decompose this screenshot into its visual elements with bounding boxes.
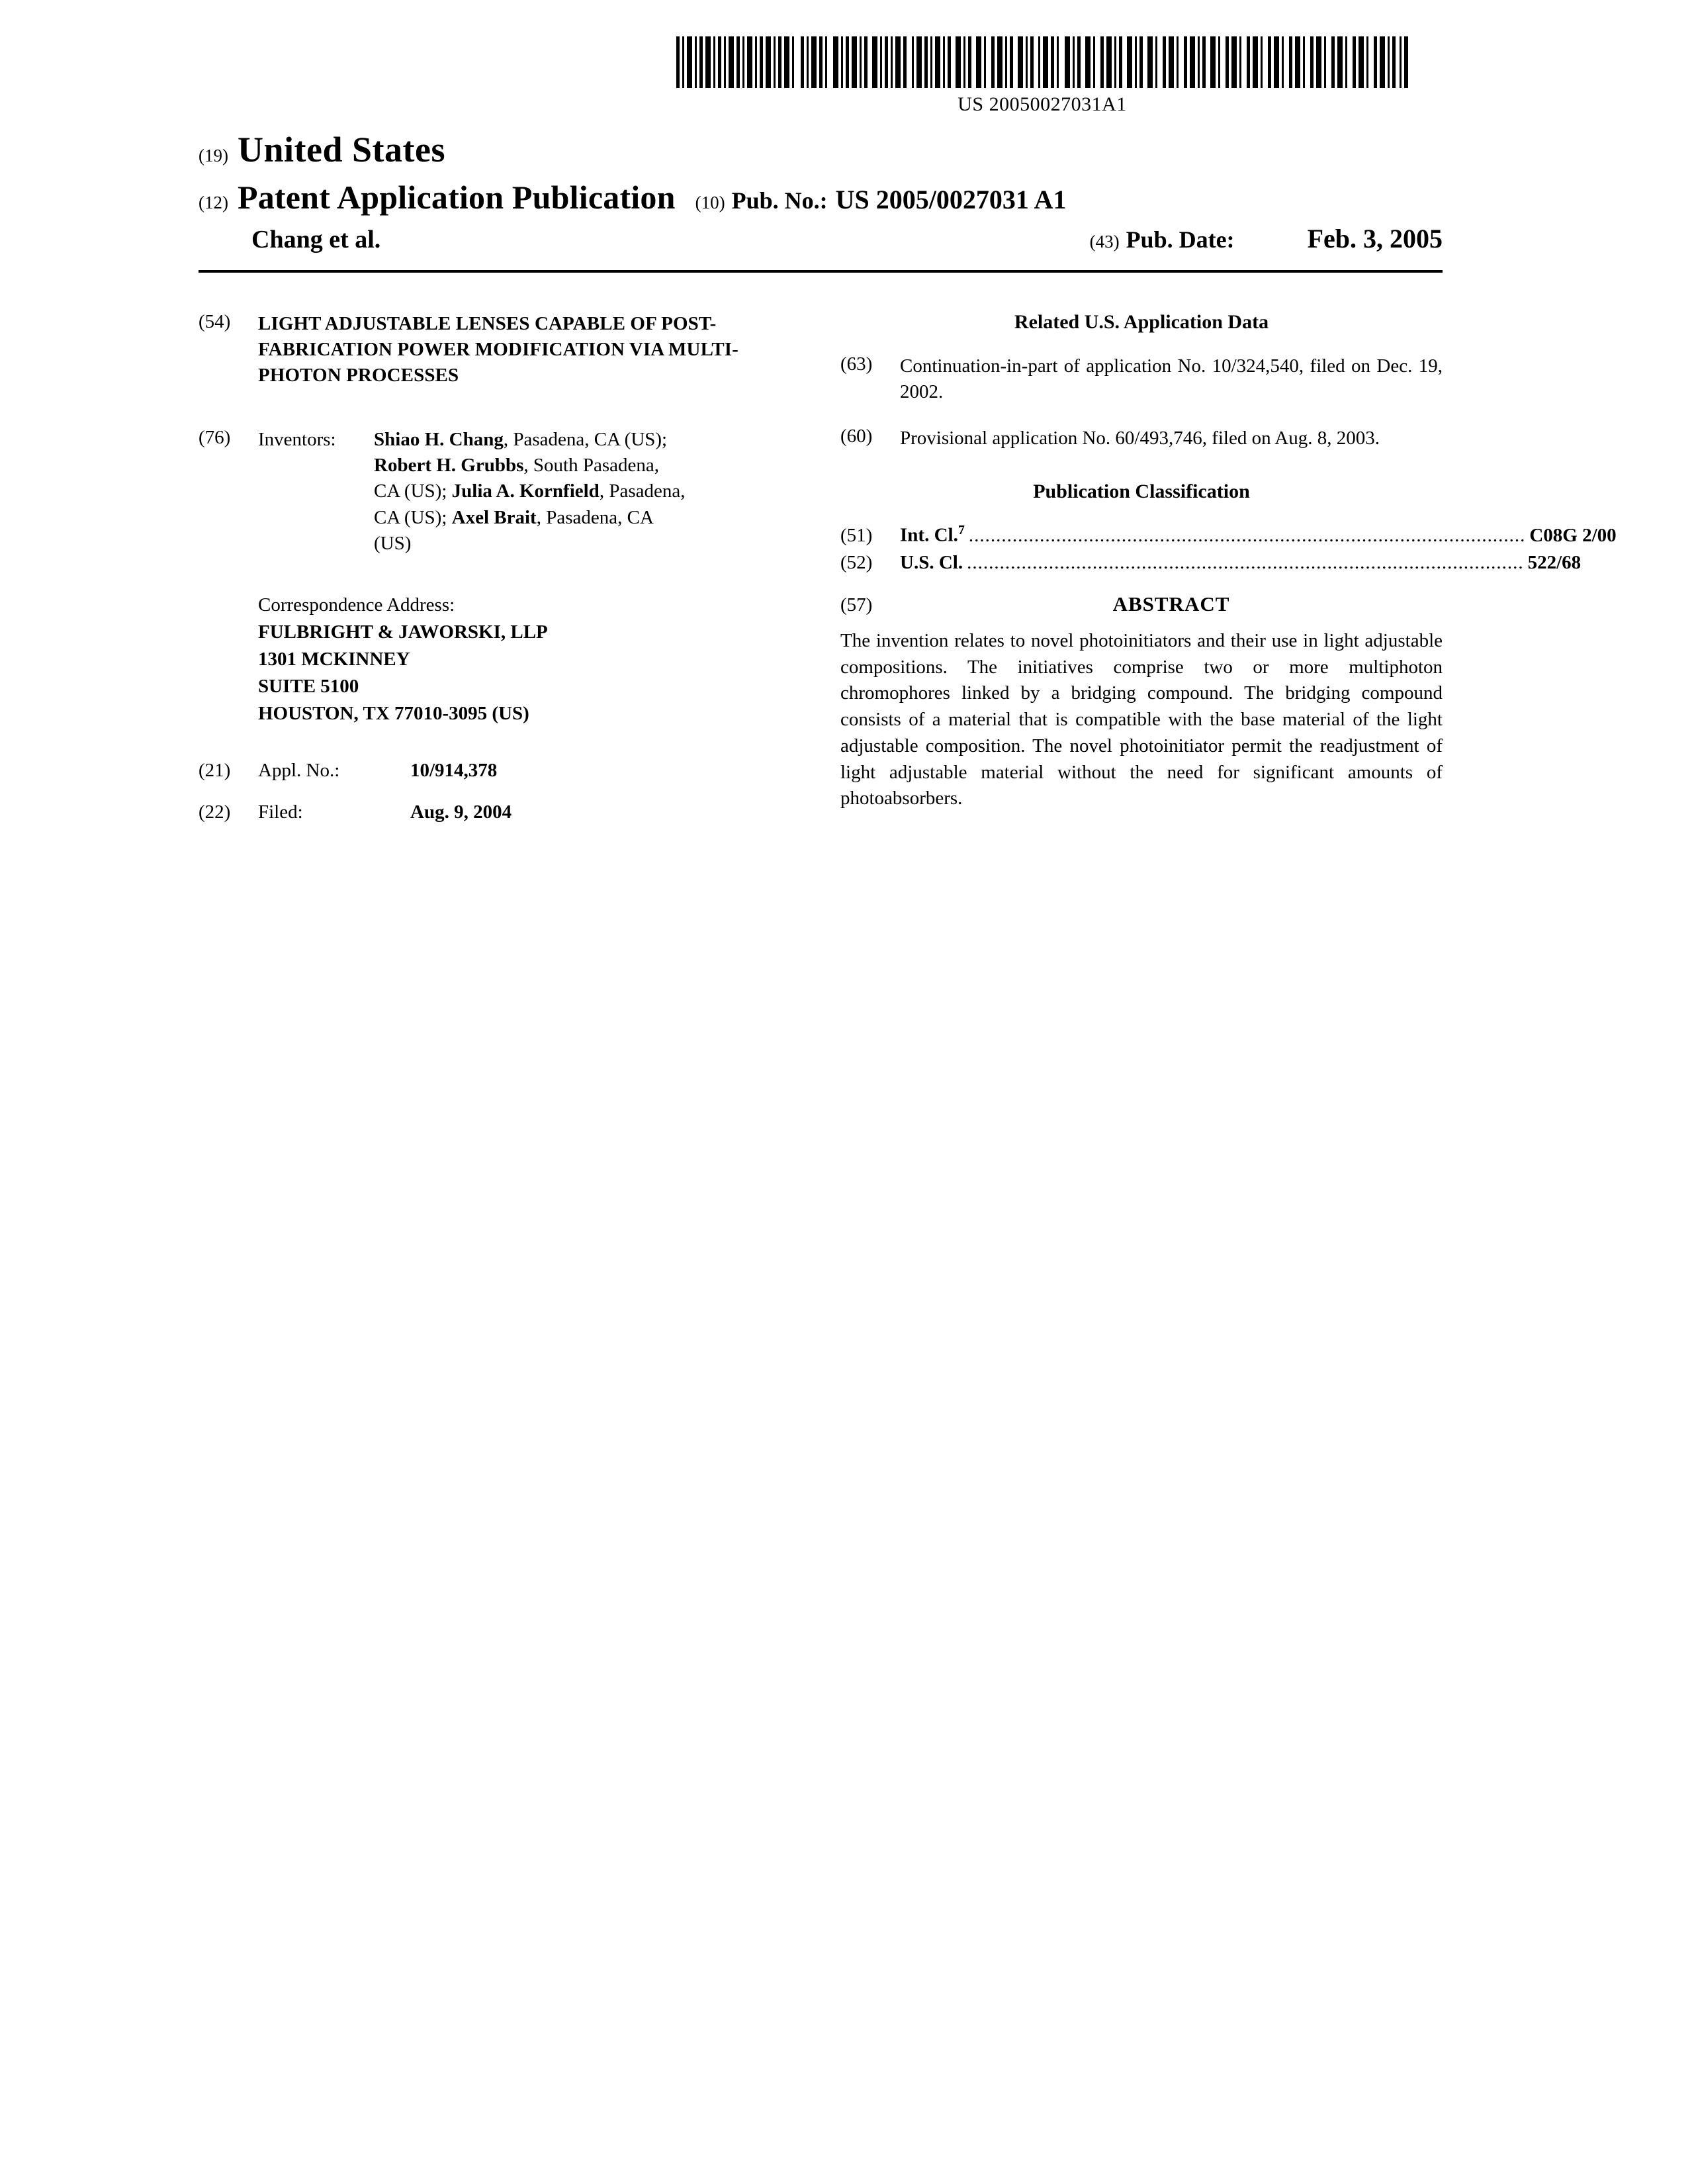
inventors-group xyxy=(258,427,787,557)
abstract-heading-row xyxy=(840,592,1443,616)
correspondence-line-2: 1301 MCKINNEY xyxy=(258,649,410,670)
tag-51: (51) xyxy=(840,524,873,546)
publication-date-group xyxy=(1090,223,1443,254)
abstract-text: The invention relates to novel photoinitiators and their use in light adjustable compositions. The initiatives comprise two or more multiphoton chromophores linked by a bridging compound. The bridging compound consists of a material that is compatible with the base material of the light adjustable composition. The novel photoinitiator permit the readjustment of light adjustable material without the need for significant amounts of photoabsorbers. xyxy=(840,629,1443,809)
tag-52: (52) xyxy=(840,551,873,573)
correspondence-label: Correspondence Address: xyxy=(258,594,455,615)
barcode-icon xyxy=(675,36,1409,88)
int-cl-line xyxy=(840,523,1617,547)
tag-12: (12) xyxy=(199,193,228,212)
publication-number-label: Pub. No.: xyxy=(731,187,828,214)
invention-title: LIGHT ADJUSTABLE LENSES CAPABLE OF POST-FABRICATION POWER MODIFICATION VIA MULTI-PHOTON PROCESSES xyxy=(258,313,738,386)
filed-date-value: Aug. 9, 2004 xyxy=(410,801,512,823)
tag-76: (76) xyxy=(199,426,231,448)
correspondence-address xyxy=(258,592,787,728)
application-number-label: Appl. No.: xyxy=(258,759,340,781)
abstract-heading: ABSTRACT xyxy=(1112,592,1230,615)
tag-54: (54) xyxy=(199,311,231,332)
header-row-country xyxy=(199,129,1443,170)
tag-60: (60) xyxy=(840,425,873,447)
barcode-block xyxy=(675,36,1409,116)
us-cl-dots: ...................................................................................................... xyxy=(967,551,1524,573)
abstract-heading-wrap xyxy=(900,592,1443,616)
tag-63: (63) xyxy=(840,353,873,375)
tag-43: (43) xyxy=(1089,232,1120,251)
correspondence-line-4: HOUSTON, TX 77010-3095 (US) xyxy=(258,703,529,725)
publication-number-group xyxy=(695,184,1067,215)
inventors-entry xyxy=(199,427,787,557)
int-cl-label xyxy=(900,523,965,547)
tag-19: (19) xyxy=(199,146,228,165)
left-column xyxy=(199,311,787,843)
right-column xyxy=(840,311,1617,812)
int-cl-edition: 7 xyxy=(958,523,965,538)
tag-21: (21) xyxy=(199,759,231,781)
us-cl-value: 522/68 xyxy=(1527,551,1582,573)
filed-date-label: Filed: xyxy=(258,801,303,823)
inventors-label: Inventors: xyxy=(258,428,336,450)
publication-date-label: Pub. Date: xyxy=(1126,226,1235,253)
document-header xyxy=(199,129,1443,254)
publication-classification-heading: Publication Classification xyxy=(1033,480,1250,503)
us-cl-label: U.S. Cl. xyxy=(900,551,963,573)
publication-date-value: Feb. 3, 2005 xyxy=(1307,224,1443,253)
int-cl-dots: ...................................................................................................... xyxy=(968,524,1526,546)
tag-10: (10) xyxy=(695,193,725,212)
correspondence-line-1: FULBRIGHT & JAWORSKI, LLP xyxy=(258,621,548,643)
related-application-60-text: Provisional application No. 60/493,746, filed on Aug. 8, 2003. xyxy=(900,427,1380,449)
document-type: Patent Application Publication xyxy=(237,179,676,216)
barcode-number: US 20050027031A1 xyxy=(958,93,1127,115)
application-number-value: 10/914,378 xyxy=(410,759,498,781)
tag-57: (57) xyxy=(840,594,873,615)
int-cl-value: C08G 2/00 xyxy=(1529,524,1617,546)
publication-number-value: US 2005/0027031 A1 xyxy=(835,185,1067,214)
tag-22: (22) xyxy=(199,801,231,823)
us-cl-line xyxy=(840,551,1582,574)
country-name: United States xyxy=(237,130,445,169)
header-row-author xyxy=(199,223,1443,254)
related-application-63 xyxy=(840,353,1443,406)
inventors-names: Shiao H. Chang, Pasadena, CA (US); Robert H. Grubbs, South Pasadena, CA (US); Julia A. Kornfield, Pasadena, CA (US); Axel Brait, Pasadena, CA (US) xyxy=(374,428,686,555)
related-application-63-text: Continuation-in-part of application No. 10/324,540, filed on Dec. 19, 2002. xyxy=(900,355,1443,403)
int-cl-label-text: Int. Cl. xyxy=(900,524,958,546)
related-application-60 xyxy=(840,426,1443,451)
title-entry xyxy=(199,311,787,388)
filed-date-entry xyxy=(199,801,787,823)
related-application-data-heading: Related U.S. Application Data xyxy=(1014,311,1269,333)
header-divider xyxy=(199,270,1443,273)
correspondence-line-3: SUITE 5100 xyxy=(258,676,359,698)
header-row-doctype xyxy=(199,178,1443,216)
author-name: Chang et al. xyxy=(251,226,381,253)
application-number-entry xyxy=(199,760,787,782)
